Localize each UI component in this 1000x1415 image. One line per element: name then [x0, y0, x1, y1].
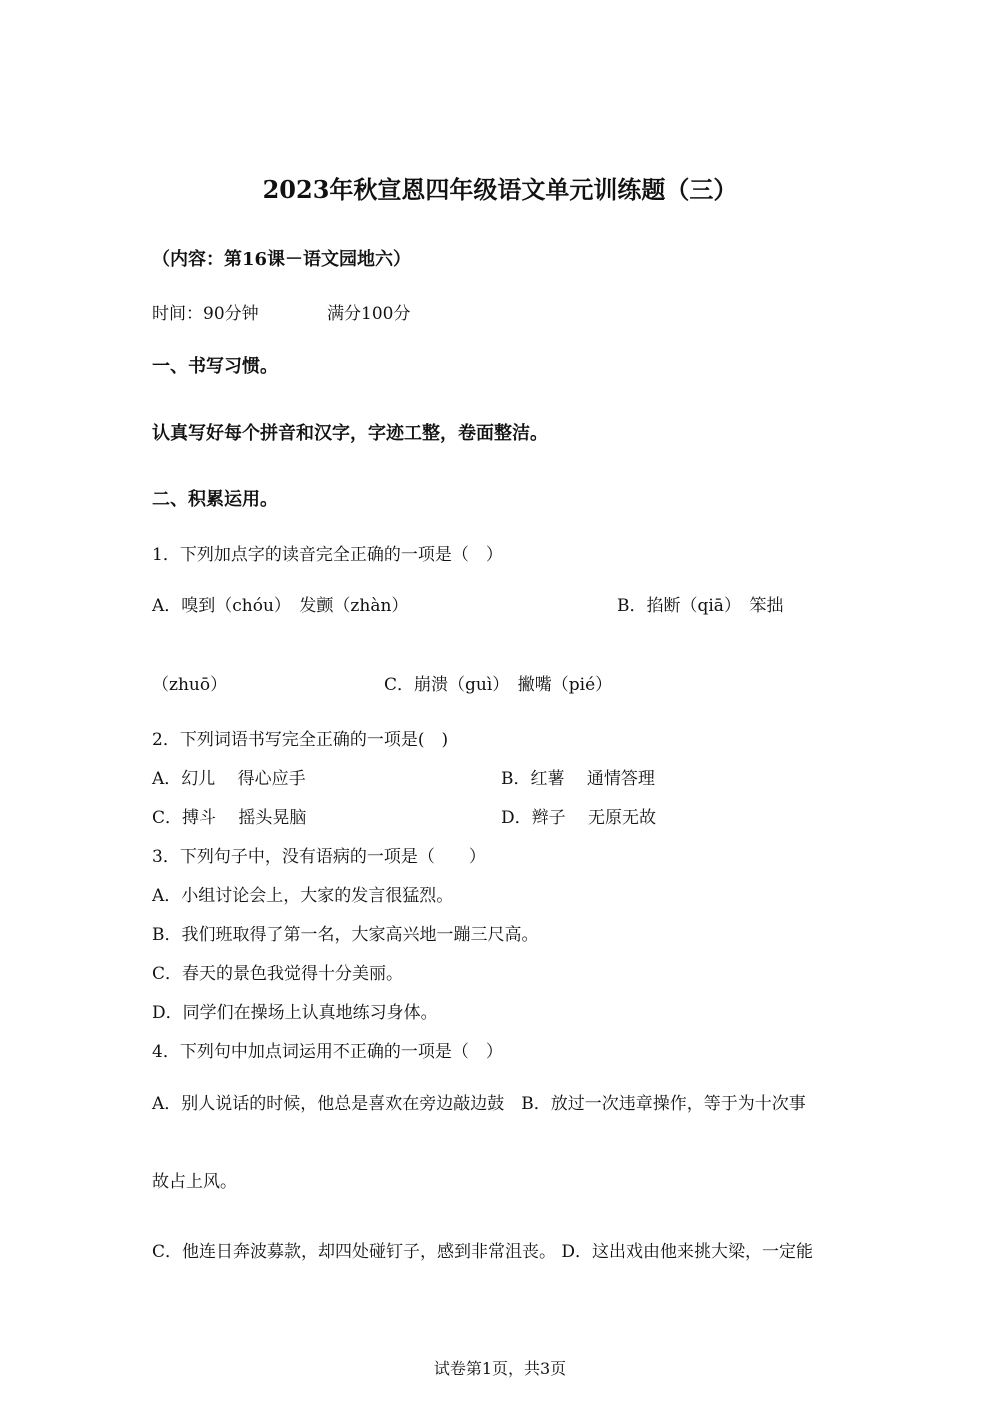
question-4-line-1: A．别人说话的时候，他总是喜欢在旁边敲边鼓 B．放过一次违章操作，等于为十次事	[152, 1094, 806, 1114]
question-1-option-c: C．崩溃（guì） 撇嘴（pié）	[384, 675, 613, 695]
exam-time: 时间：90分钟	[152, 304, 259, 324]
question-1-option-b: B．掐断（qiā） 笨拙	[617, 596, 784, 616]
question-4-stem: 4．下列句中加点词运用不正确的一项是（ ）	[152, 1042, 503, 1062]
question-3-option-a: A．小组讨论会上，大家的发言很猛烈。	[152, 886, 454, 906]
question-3-stem: 3．下列句子中，没有语病的一项是（ ）	[152, 847, 486, 867]
question-2-stem: 2．下列词语书写完全正确的一项是( )	[152, 730, 449, 750]
question-4-line-3: C．他连日奔波募款，却四处碰钉子，感到非常沮丧。 D．这出戏由他来挑大梁，一定能	[152, 1242, 814, 1262]
question-2-option-c: C．搏斗 摇头晃脑	[152, 808, 307, 828]
section-heading-accumulation: 二、积累运用。	[152, 489, 278, 510]
exam-full-score: 满分100分	[327, 304, 411, 324]
section-heading-writing: 一、书写习惯。	[152, 356, 278, 377]
question-2-option-d: D．辫子 无原无故	[501, 808, 657, 828]
question-3-option-b: B．我们班取得了第一名，大家高兴地一蹦三尺高。	[152, 925, 539, 945]
writing-instruction: 认真写好每个拼音和汉字，字迹工整，卷面整洁。	[152, 423, 548, 444]
question-3-option-c: C．春天的景色我觉得十分美丽。	[152, 964, 404, 984]
question-4-line-2: 故占上风。	[152, 1172, 237, 1192]
question-2-option-b: B．红薯 通情答理	[501, 769, 655, 789]
question-1-stem: 1．下列加点字的读音完全正确的一项是（ ）	[152, 545, 503, 565]
question-1-option-a: A．嗅到（chóu） 发颤（zhàn）	[152, 596, 409, 616]
page-title: 2023年秋宣恩四年级语文单元训练题（三）	[262, 175, 738, 204]
content-scope: （内容：第16课－语文园地六）	[152, 249, 412, 270]
question-2-option-a: A．幻儿 得心应手	[152, 769, 306, 789]
question-1-option-b-cont: （zhuō）	[152, 675, 228, 695]
question-3-option-d: D．同学们在操场上认真地练习身体。	[152, 1003, 438, 1023]
page-footer: 试卷第1页，共3页	[433, 1359, 567, 1378]
